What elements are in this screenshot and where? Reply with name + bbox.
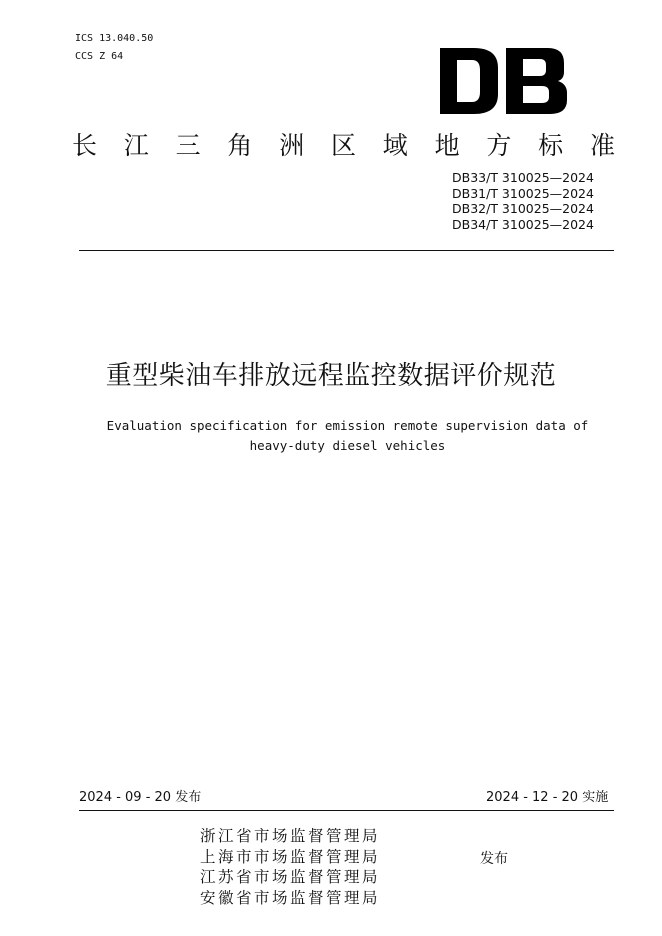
issue-date: 2024 - 09 - 20 发布 (79, 790, 202, 805)
category-char: 江 (123, 131, 149, 160)
standard-code: DB32/T 310025—2024 (452, 201, 594, 216)
standard-code: DB33/T 310025—2024 (452, 170, 594, 185)
ccs-code: CCS Z 64 (75, 51, 124, 62)
standard-category (72, 126, 615, 162)
document-title-chinese: 重型柴油车排放远程监控数据评价规范 (105, 361, 557, 391)
bottom-divider (79, 810, 614, 811)
ics-code: ICS 13.040.50 (75, 33, 154, 44)
category-char: 地 (434, 131, 460, 160)
db-logo (440, 48, 567, 114)
category-char: 长 (72, 131, 98, 160)
standard-code: DB31/T 310025—2024 (452, 185, 594, 201)
english-title-line: heavy-duty diesel vehicles (249, 438, 446, 453)
category-char: 区 (330, 131, 356, 160)
implementation-date: 2024 - 12 - 20 实施 (486, 790, 609, 805)
issuing-authorities (200, 826, 440, 908)
category-char: 标 (538, 131, 564, 160)
category-char: 域 (382, 131, 408, 160)
publish-label: 发布 (480, 851, 508, 867)
issuer-name: 江苏省市场监督管理局 (200, 868, 381, 886)
category-char: 准 (589, 131, 615, 160)
logo-letter-d (440, 48, 498, 114)
category-char: 角 (227, 131, 253, 160)
english-title-line: Evaluation specification for emission remote supervision data of (106, 418, 589, 433)
category-char: 三 (175, 131, 201, 160)
document-title-english (60, 416, 635, 456)
issuer-name: 安徽省市场监督管理局 (200, 888, 381, 907)
top-divider (79, 250, 614, 251)
category-char: 洲 (279, 131, 305, 160)
issuer-name: 浙江省市场监督管理局 (200, 827, 381, 845)
logo-letter-b (506, 48, 567, 114)
category-char: 方 (486, 131, 512, 160)
standard-codes (452, 170, 612, 232)
issuer-name: 上海市市场监督管理局 (200, 847, 381, 866)
standard-code: DB34/T 310025—2024 (452, 216, 594, 232)
